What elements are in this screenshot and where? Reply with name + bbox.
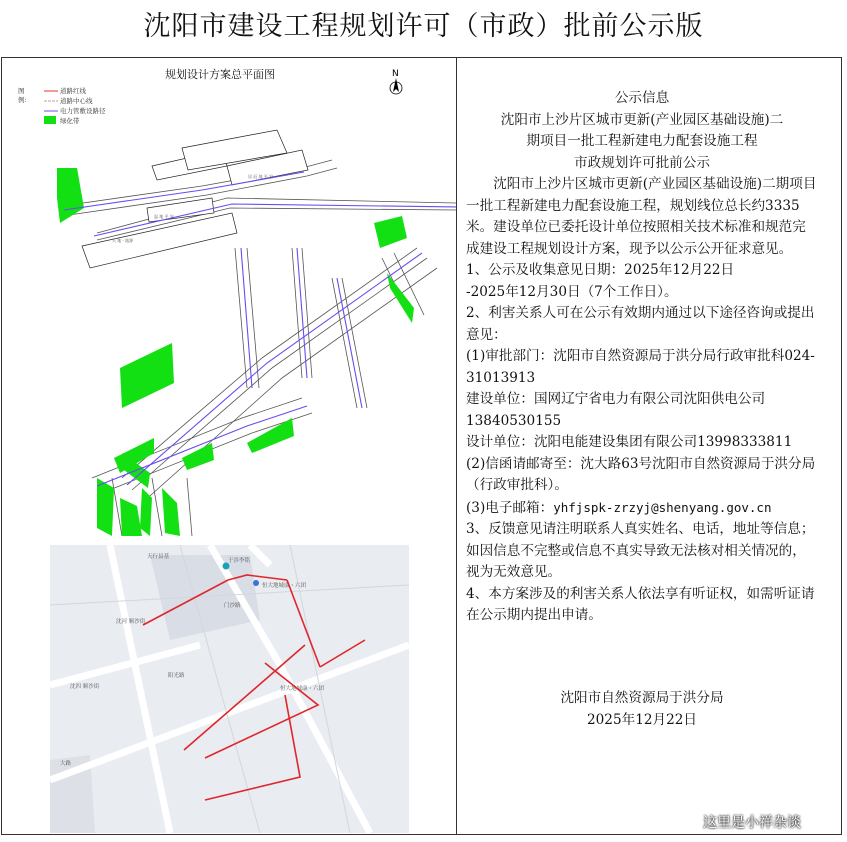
notice-heading: 公示信息	[614, 90, 670, 106]
center-divider	[456, 57, 457, 835]
feedback-requirements: 3、反馈意见请注明联系人真实姓名、电话，地址等信息；如因信息不完整或信息不真实导致无法核对相关情况的，视为无效意见。	[466, 521, 815, 580]
location-map	[50, 545, 409, 833]
notice-subtitle: 市政规划许可批前公示	[574, 154, 710, 171]
watermark: 这里是小祥杂谈	[703, 815, 801, 831]
svg-text:天 地 · 地源: 天 地 · 地源	[112, 238, 134, 243]
svg-text:居 辰 地 平 安: 居 辰 地 平 安	[248, 174, 274, 179]
location-map-canvas	[50, 545, 409, 833]
svg-text:温 地 平 安: 温 地 平 安	[154, 214, 174, 219]
map-label-7: 门沙路	[224, 603, 241, 609]
notice-panel	[466, 88, 818, 627]
map-label-3: 恒大地城康・六团	[280, 686, 325, 692]
legend-item-route: 电力管敷设路径	[60, 107, 106, 115]
legend-item-centerline: 道路中心线	[60, 97, 93, 105]
designer-unit: 设计单位：沈阳电能建设集团有限公司13998333811	[466, 434, 793, 450]
notice-body: 沈阳市上沙片区城市更新(产业园区基础设施)二期项目一批工程新建电力配套设施工程，规划线位总长约3335米。建设单位已委托设计单位按照相关技术标准和规范完成建设工程规划设计方案，现予以公示公开征求意见。	[466, 176, 817, 257]
map-label-6: 阳光路	[168, 673, 185, 679]
email-link[interactable]: yhfjspk-zrzyj@shenyang.gov.cn	[553, 499, 772, 515]
map-label-8: 大路	[60, 761, 72, 767]
map-label-5: 沈四 顺沙街	[70, 684, 100, 690]
email-label: (3)电子邮箱：	[466, 499, 554, 516]
north-arrow-icon	[390, 69, 402, 94]
hearing-rights: 4、本方案涉及的利害关系人依法享有听证权，如需听证请在公示期内提出申请。	[466, 585, 815, 623]
map-label-2: 恒大地城康・六团	[262, 583, 307, 589]
page-title: 沈阳市建设工程规划许可（市政）批前公示版	[143, 11, 704, 42]
map-label-0: 天行县基	[147, 554, 170, 560]
map-label-1: 于涉李铭	[228, 558, 251, 564]
date-range-start: 1、公示及收集意见日期：2025年12月22日	[466, 262, 735, 278]
legend-item-redline: 道路红线	[60, 87, 86, 95]
email-line	[466, 497, 818, 520]
legend-head: 图例:	[18, 87, 27, 104]
signature-org: 沈阳市自然资源局于洪分局	[560, 690, 724, 706]
green-belt	[57, 168, 84, 223]
builder-unit: 建设单位：国网辽宁省电力有限公司沈阳供电公司13840530155	[466, 391, 766, 429]
signature-date: 2025年12月22日	[587, 712, 697, 728]
feedback-channels: 2、利害关系人可在公示有效期内通过以下途径咨询或提出意见：	[466, 305, 815, 343]
date-range-end: -2025年12月30日（7个工作日）。	[466, 283, 678, 300]
project-title-line1: 沈阳市上沙片区城市更新(产业园区基础设施)二	[500, 111, 784, 128]
map-label-4: 沈河 顺沙街	[116, 619, 146, 625]
mail-address: (2)信函请邮寄至：沈大路63号沈阳市自然资源局于洪分局（行政审批科）。	[466, 455, 816, 493]
project-title-line2: 期项目一批工程新建电力配套设施工程	[526, 133, 758, 149]
plan-title: 规划设计方案总平面图	[165, 68, 275, 81]
site-plan-drawing	[2, 58, 456, 538]
legend-item-green: 绿化带	[60, 117, 80, 125]
approval-dept: (1)审批部门：沈阳市自然资源局于洪分局行政审批科024-31013913	[466, 348, 815, 386]
svg-text:N: N	[392, 69, 399, 79]
